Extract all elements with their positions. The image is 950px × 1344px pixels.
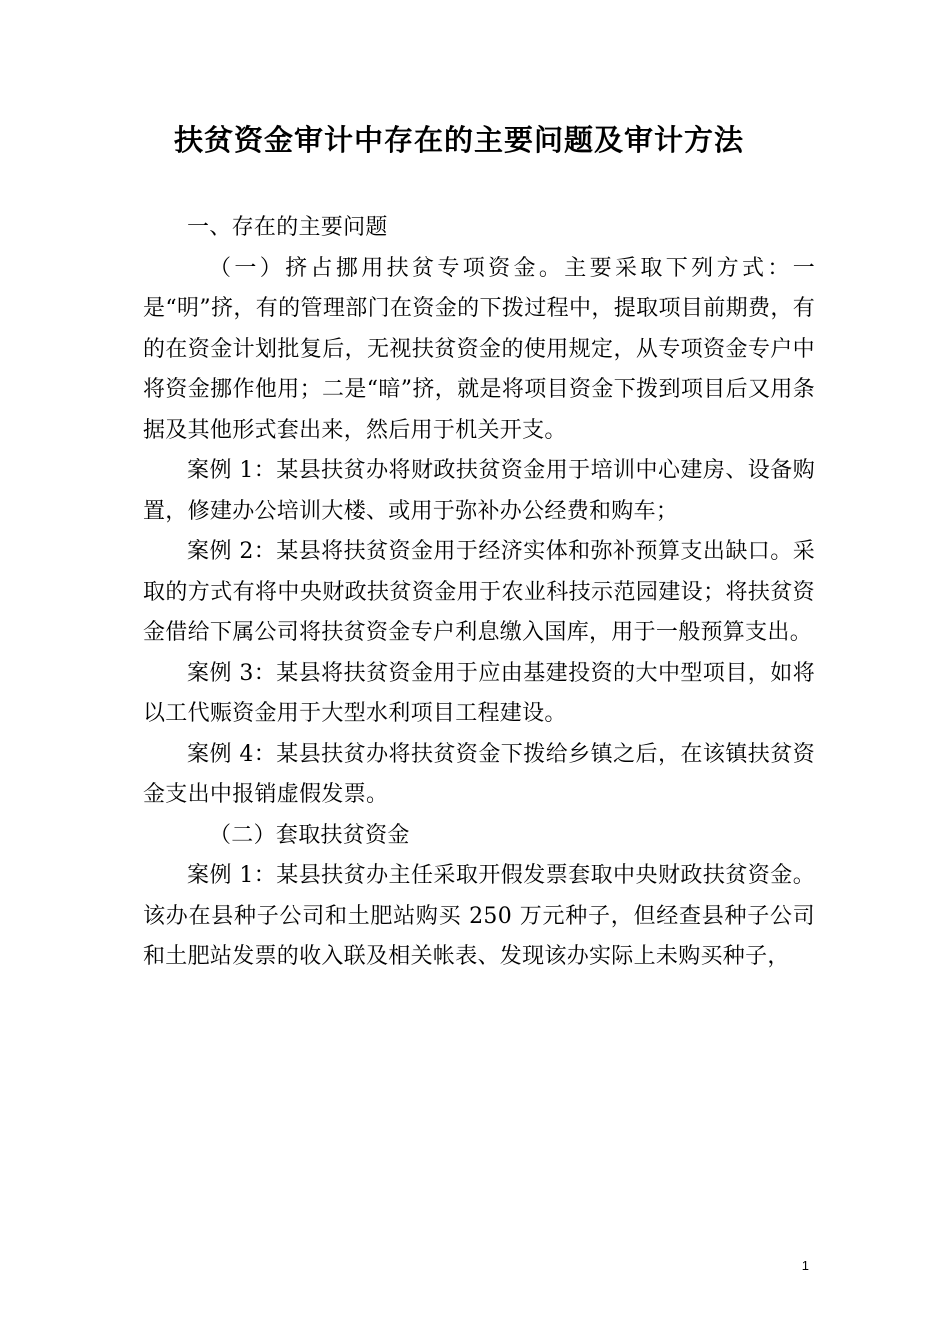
paragraph-case-4: 案例 4：某县扶贫办将扶贫资金下拨给乡镇之后，在该镇扶贫资金支出中报销虚假发票。 bbox=[143, 741, 815, 807]
page-number: 1 bbox=[801, 1258, 809, 1273]
section-heading-problems: 一、存在的主要问题 bbox=[187, 215, 388, 240]
paragraph-case-1: 案例 1：某县扶贫办将财政扶贫资金用于培训中心建房、设备购置，修建办公培训大楼、或用于弥补办公经费和购车； bbox=[143, 458, 815, 524]
document-title: 扶贫资金审计中存在的主要问题及审计方法 bbox=[173, 123, 744, 157]
document-body bbox=[143, 208, 815, 978]
subsection-heading-fraud: （二）套取扶贫资金 bbox=[209, 822, 410, 848]
paragraph-case-2: 案例 2：某县将扶贫资金用于经济实体和弥补预算支出缺口。采取的方式有将中央财政扶贫资金用于农业科技示范园建设；将扶贫资金借给下属公司将扶贫资金专户利息缴入国库，用于一般预算支出。 bbox=[143, 539, 815, 645]
paragraph-case-3: 案例 3：某县将扶贫资金用于应由基建投资的大中型项目，如将以工代赈资金用于大型水利项目工程建设。 bbox=[143, 660, 815, 726]
paragraph-fraud-case-1: 案例 1：某县扶贫办主任采取开假发票套取中央财政扶贫资金。该办在县种子公司和土肥站购买 250 万元种子，但经查县种子公司和土肥站发票的收入联及相关帐表、发现该办实际上未购买种子， bbox=[143, 863, 815, 969]
paragraph-misappropriation: （一）挤占挪用扶贫专项资金。主要采取下列方式：一是“明”挤，有的管理部门在资金的下拨过程中，提取项目前期费，有的在资金计划批复后，无视扶贫资金的使用规定，从专项资金专户中将资金挪作他用；二是“暗”挤，就是将项目资金下拨到项目后又用条据及其他形式套出来，然后用于机关开支。 bbox=[143, 255, 815, 443]
